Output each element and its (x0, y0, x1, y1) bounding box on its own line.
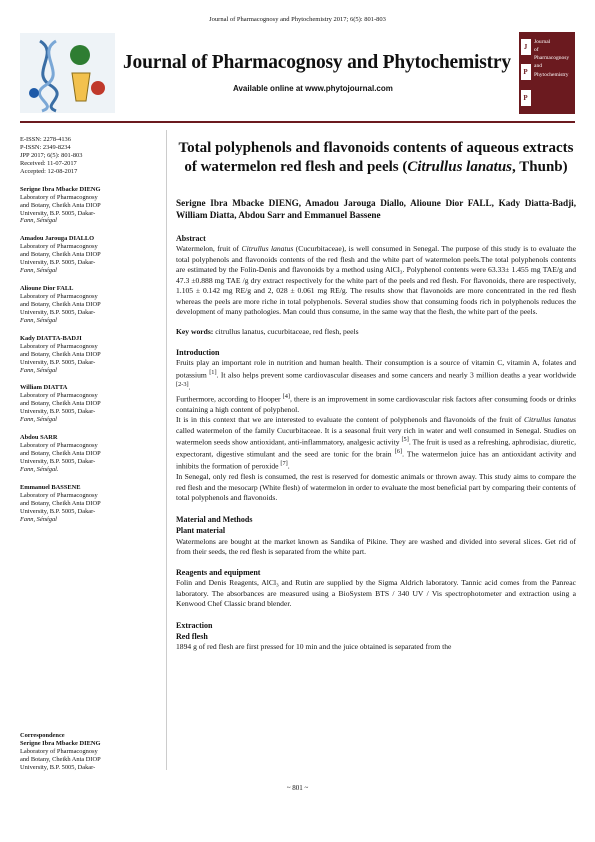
citation: [6] (394, 448, 403, 456)
affiliation-name: Abdou SARR (20, 434, 58, 442)
available-online: Available online at www.phytojournal.com (233, 84, 393, 93)
badge-letter: P (521, 64, 531, 80)
citation: [7] (280, 460, 288, 468)
affiliation-line: Fann, Sénégal (20, 366, 57, 374)
methods-heading: Material and Methods (176, 515, 253, 525)
intro-text: . The fruit is used as a refreshing, aphrodisiac, diuretic, expectorant, digestive stimulant and the seed are tonic for the brain (176, 437, 576, 459)
citation: [2-3] (176, 380, 189, 388)
affiliation-line: and Botany, Cheikh Anta DIOP (20, 251, 101, 259)
affiliation-name: Amadou Jarouga DIALLO (20, 235, 95, 243)
affiliation-block (20, 335, 160, 375)
affiliation-line: Laboratory of Pharmacognosy (20, 193, 98, 201)
correspondence-name: Serigne Ibra Mbacke DIENG (20, 739, 101, 747)
affiliation-line: University, B.P. 5005, Dakar- (20, 408, 96, 416)
abstract-species: Citrullus lanatus (241, 244, 294, 254)
affiliation-block (20, 285, 160, 325)
running-header: Journal of Pharmacognosy and Phytochemistry 2017; 6(5): 801-803 (209, 16, 386, 23)
affiliation-name: Emmanuel BASSENE (20, 483, 81, 491)
intro-text: . The watermelon juice has an antioxidant activity and inhibits the formation of peroxide (176, 449, 576, 471)
title-species: Citrullus lanatus (407, 158, 513, 175)
jpp-badge (519, 32, 575, 114)
citation: [1] (209, 368, 217, 376)
plant-material-heading: Plant material (176, 526, 226, 536)
meta-line: Received: 11-07-2017 (20, 159, 77, 167)
affiliation-line: and Botany, Cheikh Anta DIOP (20, 400, 101, 408)
plant-material-text: Watermelons are bought at the market known as Sandika of Pikine. They are washed and divided into several slices. Get rid of from their seeds, the red flesh is separated from the white part. (176, 536, 576, 556)
red-flesh-heading: Red flesh (176, 631, 208, 641)
affiliation-block (20, 235, 160, 275)
meta-line: Accepted: 12-08-2017 (20, 167, 78, 175)
affiliation-line: Fann, Sénégal (20, 217, 57, 225)
badge-name-line: Journal (534, 38, 551, 45)
affiliation-line: and Botany, Cheikh Anta DIOP (20, 201, 101, 209)
keywords-text: citrullus lanatus, cucurbitaceae, red flesh, peels (213, 326, 359, 336)
journal-logo (20, 33, 115, 113)
abstract-text-b: (Cucurbitaceae), is well consumed in Senegal. The purpose of this study is to evaluate the total polyphenols and flavonoids contents of the red flesh and the white part of watermelon peels.The total polyphenols contents are estimated by the Folin-Denis and flavonoids by a method using AlCl₃. Polyphenol contents were 63.33± 1.455 mg TAE/g and 47.3 ±0.888 mg TAE /g dry extract respectively for the white part of the peels and red flesh. For flavonoids, there are respectively, 1.105 ± 0.142 mg RE/g and 2, 028 ± 0.061 mg RE/g. The results show that flavonoids are more concentrated in the red flesh whereas the peels are more riche in total polyphenols. Several studies show that consuming foods rich in polyphenols reduces the development of many pathologies. Man could thus consume, in the same way that the flesh, the white part of the peels. (176, 244, 577, 317)
introduction-heading: Introduction (176, 348, 220, 358)
affiliation-line: Fann, Sénégal (20, 515, 57, 523)
affiliation-line: University, B.P. 5005, Dakar- (20, 259, 96, 267)
page-number: ~ 801 ~ (286, 784, 309, 792)
badge-letter: P (521, 90, 531, 106)
affiliation-line: University, B.P. 5005, Dakar- (20, 457, 96, 465)
intro-paragraph (176, 393, 576, 415)
abstract-text (176, 244, 576, 317)
affiliation-line: Laboratory of Pharmacognosy (20, 243, 98, 251)
meta-line: E-ISSN: 2278-4136 (20, 136, 71, 143)
publication-meta (20, 136, 160, 176)
affiliation-line: and Botany, Cheikh Anta DIOP (20, 300, 101, 308)
badge-name-line: Phytochemistry (534, 71, 569, 78)
intro-text: , there is an improvement in some cardiovascular risk factors after consuming foods or drinks containing a high content of polyphenol. (176, 394, 576, 414)
intro-text: . (188, 382, 191, 392)
affiliation-line: Laboratory of Pharmacognosy (20, 442, 98, 450)
affiliation-line: Laboratory of Pharmacognosy (20, 491, 98, 499)
affiliation-line: and Botany, Cheikh Anta DIOP (20, 450, 101, 457)
badge-name-line: and (534, 63, 542, 70)
affiliation-line: Fann, Sénégal. (20, 465, 59, 473)
citation: [5] (401, 436, 409, 444)
affiliation-line: Laboratory of Pharmacognosy (20, 342, 98, 350)
affiliation-block (20, 384, 160, 424)
extraction-heading: Extraction (176, 620, 213, 630)
affiliation-line: and Botany, Cheikh Anta DIOP (20, 499, 101, 507)
article-title (176, 139, 576, 177)
affiliation-line: Fann, Sénégal (20, 267, 57, 275)
affiliation-line: University, B.P. 5005, Dakar- (20, 308, 96, 316)
affiliation-line: Laboratory of Pharmacognosy (20, 293, 98, 300)
intro-text: . (287, 461, 290, 471)
intro-text: called watermelon of the family Cucurbitaceae. It is a seasonal fruit very rich in water and well consumed in Senegal. Studies on watermelon seeds show antioxidant, anti-inflammatory, analgesic activity (176, 425, 576, 447)
intro-text: It is in this context that we are interested to evaluate the content of polyphenols and flavonoids of the fruit of (176, 415, 524, 425)
intro-paragraph (176, 415, 576, 472)
meta-line: JPP 2017; 6(5): 801-803 (20, 151, 83, 159)
main-column (176, 139, 576, 652)
red-flesh-text: 1894 g of red flesh are first pressed for 10 min and the juice obtained is separated from the (176, 641, 452, 651)
left-column (20, 136, 160, 524)
reagents-text: Folin and Denis Reagents, AlCl₃ and Rutin are supplied by the Sigma Aldrich laboratory. Tannic acid comes from the Panreac laboratory. The absorbances are measured using a BioSystem BTS / 340 UV / Vis spectrophotometer and extraction using a Kenwood Chef Classic brand blender. (176, 578, 576, 609)
affiliation-line: University, B.P. 5005, Dakar- (20, 209, 96, 217)
intro-paragraph: In Senegal, only red flesh is consumed, the rest is reserved for domestic animals or thrown away. This study aims to compare the red flesh and the mesocarp (White flesh) of watermelon in order to evaluate the most beneficial part by comparing their contents of total polyphenols and flavonoids. (176, 472, 576, 502)
author-list: Serigne Ibra Mbacke DIENG, Amadou Jarouga Diallo, Alioune Dior FALL, Kady Diatta-Badji, William Diatta, Abdou Sarr and Emmanuel Bassene (176, 197, 576, 220)
reagents-heading: Reagents and equipment (176, 568, 261, 578)
badge-name-line: Pharmacognosy (534, 55, 570, 61)
affiliation-line: and Botany, Cheikh Anta DIOP (20, 350, 101, 358)
affiliation-line: Fann, Sénégal (20, 416, 57, 424)
badge-letter: J (521, 39, 531, 55)
keywords (176, 327, 576, 337)
journal-banner (20, 30, 575, 115)
abstract-heading: Abstract (176, 234, 206, 244)
affiliation-name: Serigne Ibra Mbacke DIENG (20, 185, 101, 193)
intro-text: . It also helps prevent some cardiovascular diseases and some cancers and nearly 3 million deaths a year worldwide (216, 370, 576, 380)
affiliation-name: William DIATTA (20, 384, 68, 392)
header-rule (20, 121, 575, 123)
title-end: , Thunb) (512, 158, 568, 175)
intro-species: Citrullus lanatus (523, 415, 576, 425)
correspondence-line: and Botany, Cheikh Anta DIOP (20, 755, 101, 763)
correspondence-line: University, B.P. 5005, Dakar- (20, 763, 96, 771)
affiliation-line: University, B.P. 5005, Dakar- (20, 507, 96, 515)
correspondence-line: Laboratory of Pharmacognosy (20, 747, 98, 755)
molecule-logo-icon (20, 33, 115, 113)
intro-text: Fruits play an important role in nutrition and human health. Their consumption is a source of vitamin C, vitamin A, folates and potassium (176, 358, 576, 380)
affiliation-line: Fann, Sénégal (20, 316, 57, 324)
affiliation-block (20, 484, 160, 524)
affiliation-block (20, 434, 160, 474)
title-main: Total polyphenols and flavonoids contents of aqueous extracts of watermelon red flesh and peels ( (178, 140, 574, 175)
abstract-text-a: Watermelon, fruit of (176, 244, 242, 254)
intro-text: Furthermore, according to Hooper (176, 394, 283, 404)
affiliation-block (20, 186, 160, 226)
intro-paragraph (176, 358, 576, 392)
correspondence-block (20, 732, 160, 772)
affiliation-line: Laboratory of Pharmacognosy (20, 392, 98, 400)
affiliation-line: University, B.P. 5005, Dakar- (20, 358, 96, 366)
affiliation-name: Alioune Dior FALL (20, 285, 74, 293)
citation: [4] (282, 392, 291, 400)
meta-line: P-ISSN: 2349-8234 (20, 143, 71, 151)
badge-name-line: of (534, 46, 539, 53)
column-divider (166, 130, 167, 770)
correspondence-heading: Correspondence (20, 732, 65, 739)
journal-title: Journal of Pharmacognosy and Phytochemistry (123, 52, 511, 73)
affiliation-name: Kady DIATTA-BADJI (20, 334, 82, 342)
keywords-label: Key words: (176, 326, 214, 336)
